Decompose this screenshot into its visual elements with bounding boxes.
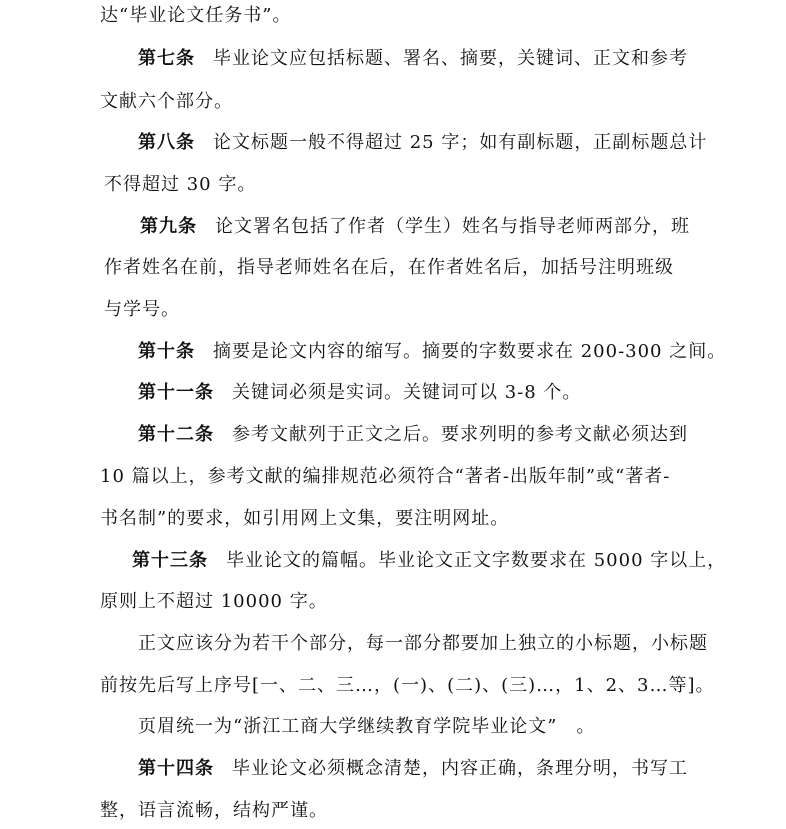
line-text: 作者姓名在前，指导老师姓名在后，在作者姓名后，加括号注明班级: [104, 257, 674, 278]
text-line-5: [104, 173, 256, 197]
article-14: [138, 757, 688, 781]
line-text: 文献六个部分。: [100, 91, 233, 112]
article-12: [138, 423, 688, 447]
text-line-7: [104, 256, 674, 280]
line-text: 前按先后写上序号[一、二、三…，(一)、(二)、(三)…，1、2、3…等]。: [100, 675, 715, 696]
article-label: 第九条: [140, 216, 197, 237]
line-text: 书名制”的要求，如引用网上文集，要注明网址。: [100, 508, 510, 529]
text-line-8: [104, 298, 180, 322]
article-label: 第十三条: [132, 550, 208, 571]
line-text: 原则上不超过 10000 字。: [100, 591, 328, 612]
line-text: 达“毕业论文任务书”。: [100, 5, 292, 26]
text-line-13: [100, 507, 509, 531]
line-text: 正文应该分为若干个部分，每一部分都要加上独立的小标题，小标题: [138, 633, 708, 654]
article-label: 第十四条: [138, 758, 214, 779]
text-line-12: [100, 465, 670, 489]
article-text: 毕业论文的篇幅。毕业论文正文字数要求在 5000 字以上，: [226, 550, 727, 571]
text-line-20: [100, 799, 328, 823]
article-text: 论文署名包括了作者（学生）姓名与指导老师两部分，班: [215, 216, 690, 237]
article-13: [132, 549, 726, 573]
article-text: 论文标题一般不得超过 25 字；如有副标题，正副标题总计: [213, 132, 708, 153]
article-text: 毕业论文应包括标题、署名、摘要，关键词、正文和参考: [213, 48, 688, 69]
text-line-1: [100, 4, 291, 28]
article-label: 第七条: [138, 48, 195, 69]
text-line-17: [100, 674, 715, 698]
article-label: 第八条: [138, 132, 195, 153]
article-9: [140, 215, 690, 239]
article-label: 第十一条: [138, 382, 214, 403]
article-label: 第十条: [138, 341, 195, 362]
text-line-3: [100, 90, 233, 114]
article-text: 关键词必须是实词。关键词可以 3-8 个。: [232, 382, 582, 403]
line-text: 10 篇以上，参考文献的编排规范必须符合“著者-出版年制”或“著者-: [100, 466, 671, 487]
article-label: 第十二条: [138, 424, 214, 445]
article-7: [138, 47, 688, 71]
text-line-15: [100, 590, 328, 614]
article-text: 摘要是论文内容的缩写。摘要的字数要求在 200-300 之间。: [213, 341, 727, 362]
article-10: [138, 340, 726, 364]
line-text: 与学号。: [104, 299, 180, 320]
line-text: 页眉统一为“浙江工商大学继续教育学院毕业论文” 。: [138, 716, 596, 737]
article-text: 参考文献列于正文之后。要求列明的参考文献必须达到: [232, 424, 688, 445]
article-8: [138, 131, 707, 155]
line-text: 不得超过 30 字。: [104, 174, 257, 195]
article-text: 毕业论文必须概念清楚，内容正确，条理分明，书写工: [232, 758, 688, 779]
article-11: [138, 381, 581, 405]
text-line-18: [138, 715, 595, 739]
text-line-16: [138, 632, 708, 656]
line-text: 整，语言流畅，结构严谨。: [100, 800, 328, 821]
